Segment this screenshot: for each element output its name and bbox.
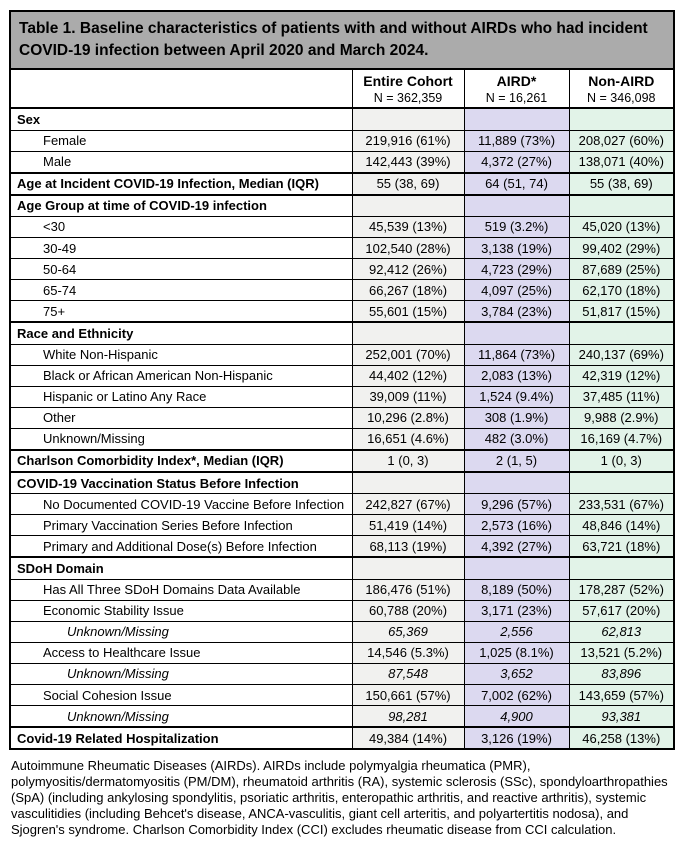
cell-nonaird: 93,381 xyxy=(569,706,674,728)
cell-aird: 9,296 (57%) xyxy=(464,494,569,515)
table-row xyxy=(10,301,674,323)
cell-nonaird: 37,485 (11%) xyxy=(569,386,674,407)
cell-entire: 87,548 xyxy=(352,663,464,684)
row-label-header-cell xyxy=(10,69,352,108)
cell-aird: 3,784 (23%) xyxy=(464,301,569,323)
row-label: Age Group at time of COVID-19 infection xyxy=(10,195,352,217)
cell-aird: 4,372 (27%) xyxy=(464,151,569,173)
table-row xyxy=(10,579,674,600)
cell-entire: 1 (0, 3) xyxy=(352,450,464,472)
row-label: Black or African American Non-Hispanic xyxy=(10,365,352,386)
column-header-aird xyxy=(464,69,569,108)
row-label: Economic Stability Issue xyxy=(10,600,352,621)
cell-nonaird: 16,169 (4.7%) xyxy=(569,428,674,450)
cell-aird: 2,573 (16%) xyxy=(464,515,569,536)
cell-aird: 2 (1, 5) xyxy=(464,450,569,472)
cell-nonaird: 46,258 (13%) xyxy=(569,727,674,749)
cell-nonaird xyxy=(569,108,674,130)
cell-nonaird: 48,846 (14%) xyxy=(569,515,674,536)
table-row xyxy=(10,600,674,621)
row-label: Race and Ethnicity xyxy=(10,322,352,344)
row-label: 75+ xyxy=(10,301,352,323)
cell-entire xyxy=(352,557,464,579)
cell-entire: 65,369 xyxy=(352,621,464,642)
cell-entire: 51,419 (14%) xyxy=(352,515,464,536)
row-label: 65-74 xyxy=(10,280,352,301)
cell-entire: 252,001 (70%) xyxy=(352,344,464,365)
cell-aird xyxy=(464,195,569,217)
cell-aird xyxy=(464,557,569,579)
cell-aird: 7,002 (62%) xyxy=(464,685,569,706)
table-row xyxy=(10,151,674,173)
row-label: Unknown/Missing xyxy=(10,428,352,450)
cell-nonaird xyxy=(569,195,674,217)
cell-entire: 16,651 (4.6%) xyxy=(352,428,464,450)
baseline-characteristics-table xyxy=(9,10,675,750)
cell-aird: 1,524 (9.4%) xyxy=(464,386,569,407)
cell-entire xyxy=(352,472,464,494)
row-label: Social Cohesion Issue xyxy=(10,685,352,706)
cell-entire: 102,540 (28%) xyxy=(352,238,464,259)
cell-entire xyxy=(352,195,464,217)
cell-entire: 242,827 (67%) xyxy=(352,494,464,515)
table-row xyxy=(10,386,674,407)
cell-nonaird: 62,170 (18%) xyxy=(569,280,674,301)
cell-entire: 55 (38, 69) xyxy=(352,173,464,195)
cell-nonaird: 178,287 (52%) xyxy=(569,579,674,600)
row-label: Female xyxy=(10,130,352,151)
footnote: Autoimmune Rheumatic Diseases (AIRDs). AIRDs include polymyalgia rheumatica (PMR), polymyositis/dermatomyositis (PM/DM), rheumatoid arthritis (RA), systemic sclerosis (SSc), spondyloarthropathies (SpA) (including ankylosing spondylitis, psoriatic arthritis, enteropathic arthritis, and reactive arthritis), systemic vasculitidies (including Behcet's disease, ANCA-vasculitis, giant cell arteritis, and polyartertitis nodosa), and Sjogren's syndrome. Charlson Comorbidity Index (CCI) excludes rheumatic disease from CCI calculation. xyxy=(11,758,668,837)
row-label: Charlson Comorbidity Index*, Median (IQR) xyxy=(10,450,352,472)
row-label: Unknown/Missing xyxy=(10,663,352,684)
table-row xyxy=(10,536,674,558)
column-header-non-aird xyxy=(569,69,674,108)
cell-nonaird: 1 (0, 3) xyxy=(569,450,674,472)
table-row xyxy=(10,173,674,195)
cell-nonaird: 143,659 (57%) xyxy=(569,685,674,706)
row-label: Age at Incident COVID-19 Infection, Median (IQR) xyxy=(10,173,352,195)
row-label: COVID-19 Vaccination Status Before Infection xyxy=(10,472,352,494)
cell-entire: 186,476 (51%) xyxy=(352,579,464,600)
cell-aird: 3,171 (23%) xyxy=(464,600,569,621)
table-row xyxy=(10,621,674,642)
cell-entire: 150,661 (57%) xyxy=(352,685,464,706)
row-label: Covid-19 Related Hospitalization xyxy=(10,727,352,749)
cell-entire: 55,601 (15%) xyxy=(352,301,464,323)
cell-aird: 1,025 (8.1%) xyxy=(464,642,569,663)
table-row xyxy=(10,130,674,151)
cell-entire: 219,916 (61%) xyxy=(352,130,464,151)
cell-entire: 49,384 (14%) xyxy=(352,727,464,749)
cell-entire: 14,546 (5.3%) xyxy=(352,642,464,663)
cell-nonaird: 9,988 (2.9%) xyxy=(569,407,674,428)
column-label: Entire Cohort xyxy=(363,73,453,89)
table-row xyxy=(10,216,674,237)
row-label: SDoH Domain xyxy=(10,557,352,579)
cell-nonaird: 99,402 (29%) xyxy=(569,238,674,259)
column-header-entire-cohort xyxy=(352,69,464,108)
cell-aird: 4,392 (27%) xyxy=(464,536,569,558)
cell-aird: 4,723 (29%) xyxy=(464,259,569,280)
row-label: Primary and Additional Dose(s) Before Infection xyxy=(10,536,352,558)
column-n: N = 346,098 xyxy=(587,91,656,106)
row-label: Primary Vaccination Series Before Infection xyxy=(10,515,352,536)
table-row xyxy=(10,706,674,728)
table-row xyxy=(10,195,674,217)
cell-nonaird: 45,020 (13%) xyxy=(569,216,674,237)
cell-nonaird: 87,689 (25%) xyxy=(569,259,674,280)
cell-entire: 44,402 (12%) xyxy=(352,365,464,386)
cell-nonaird: 233,531 (67%) xyxy=(569,494,674,515)
column-n: N = 16,261 xyxy=(485,91,548,106)
cell-entire: 66,267 (18%) xyxy=(352,280,464,301)
table-row xyxy=(10,557,674,579)
cell-aird: 11,864 (73%) xyxy=(464,344,569,365)
cell-nonaird xyxy=(569,322,674,344)
table-row xyxy=(10,280,674,301)
cell-nonaird: 13,521 (5.2%) xyxy=(569,642,674,663)
cell-nonaird: 42,319 (12%) xyxy=(569,365,674,386)
title-row xyxy=(10,11,674,69)
table-body xyxy=(10,108,674,749)
row-label: Unknown/Missing xyxy=(10,621,352,642)
cell-aird: 3,138 (19%) xyxy=(464,238,569,259)
cell-aird: 8,189 (50%) xyxy=(464,579,569,600)
table-row xyxy=(10,685,674,706)
cell-aird: 3,126 (19%) xyxy=(464,727,569,749)
cell-nonaird: 51,817 (15%) xyxy=(569,301,674,323)
cell-aird: 64 (51, 74) xyxy=(464,173,569,195)
cell-aird xyxy=(464,108,569,130)
row-label: White Non-Hispanic xyxy=(10,344,352,365)
cell-entire xyxy=(352,322,464,344)
table-row xyxy=(10,642,674,663)
row-label: Has All Three SDoH Domains Data Available xyxy=(10,579,352,600)
row-label: Male xyxy=(10,151,352,173)
table-title: Table 1. Baseline characteristics of patients with and without AIRDs who had incident COVID-19 infection between April 2020 and March 2024. xyxy=(10,11,674,69)
row-label: No Documented COVID-19 Vaccine Before Infection xyxy=(10,494,352,515)
cell-entire: 92,412 (26%) xyxy=(352,259,464,280)
table-row xyxy=(10,238,674,259)
cell-nonaird: 62,813 xyxy=(569,621,674,642)
table-row xyxy=(10,428,674,450)
column-n: N = 362,359 xyxy=(373,91,443,106)
row-label: 30-49 xyxy=(10,238,352,259)
cell-nonaird: 63,721 (18%) xyxy=(569,536,674,558)
row-label: Other xyxy=(10,407,352,428)
table-row xyxy=(10,259,674,280)
column-header-row xyxy=(10,69,674,108)
cell-aird xyxy=(464,322,569,344)
cell-aird: 4,097 (25%) xyxy=(464,280,569,301)
row-label: 50-64 xyxy=(10,259,352,280)
cell-aird: 11,889 (73%) xyxy=(464,130,569,151)
table-row xyxy=(10,472,674,494)
column-label: Non-AIRD xyxy=(588,73,655,89)
table-row xyxy=(10,450,674,472)
cell-entire: 68,113 (19%) xyxy=(352,536,464,558)
table-row xyxy=(10,663,674,684)
row-label: Hispanic or Latino Any Race xyxy=(10,386,352,407)
column-label: AIRD* xyxy=(496,73,537,89)
cell-entire: 45,539 (13%) xyxy=(352,216,464,237)
cell-entire xyxy=(352,108,464,130)
cell-nonaird: 240,137 (69%) xyxy=(569,344,674,365)
table-row xyxy=(10,727,674,749)
cell-nonaird: 138,071 (40%) xyxy=(569,151,674,173)
cell-nonaird: 57,617 (20%) xyxy=(569,600,674,621)
table-row xyxy=(10,515,674,536)
row-label: Sex xyxy=(10,108,352,130)
cell-entire: 60,788 (20%) xyxy=(352,600,464,621)
cell-nonaird xyxy=(569,557,674,579)
table-row xyxy=(10,365,674,386)
cell-aird xyxy=(464,472,569,494)
cell-entire: 39,009 (11%) xyxy=(352,386,464,407)
table-row xyxy=(10,322,674,344)
cell-aird: 308 (1.9%) xyxy=(464,407,569,428)
cell-entire: 98,281 xyxy=(352,706,464,728)
row-label: <30 xyxy=(10,216,352,237)
table-row xyxy=(10,344,674,365)
cell-aird: 519 (3.2%) xyxy=(464,216,569,237)
cell-nonaird xyxy=(569,472,674,494)
table-row xyxy=(10,407,674,428)
cell-entire: 142,443 (39%) xyxy=(352,151,464,173)
cell-aird: 482 (3.0%) xyxy=(464,428,569,450)
cell-entire: 10,296 (2.8%) xyxy=(352,407,464,428)
row-label: Access to Healthcare Issue xyxy=(10,642,352,663)
cell-aird: 2,083 (13%) xyxy=(464,365,569,386)
cell-nonaird: 208,027 (60%) xyxy=(569,130,674,151)
table-row xyxy=(10,108,674,130)
cell-aird: 2,556 xyxy=(464,621,569,642)
table-row xyxy=(10,494,674,515)
cell-aird: 4,900 xyxy=(464,706,569,728)
row-label: Unknown/Missing xyxy=(10,706,352,728)
cell-nonaird: 83,896 xyxy=(569,663,674,684)
cell-aird: 3,652 xyxy=(464,663,569,684)
cell-nonaird: 55 (38, 69) xyxy=(569,173,674,195)
